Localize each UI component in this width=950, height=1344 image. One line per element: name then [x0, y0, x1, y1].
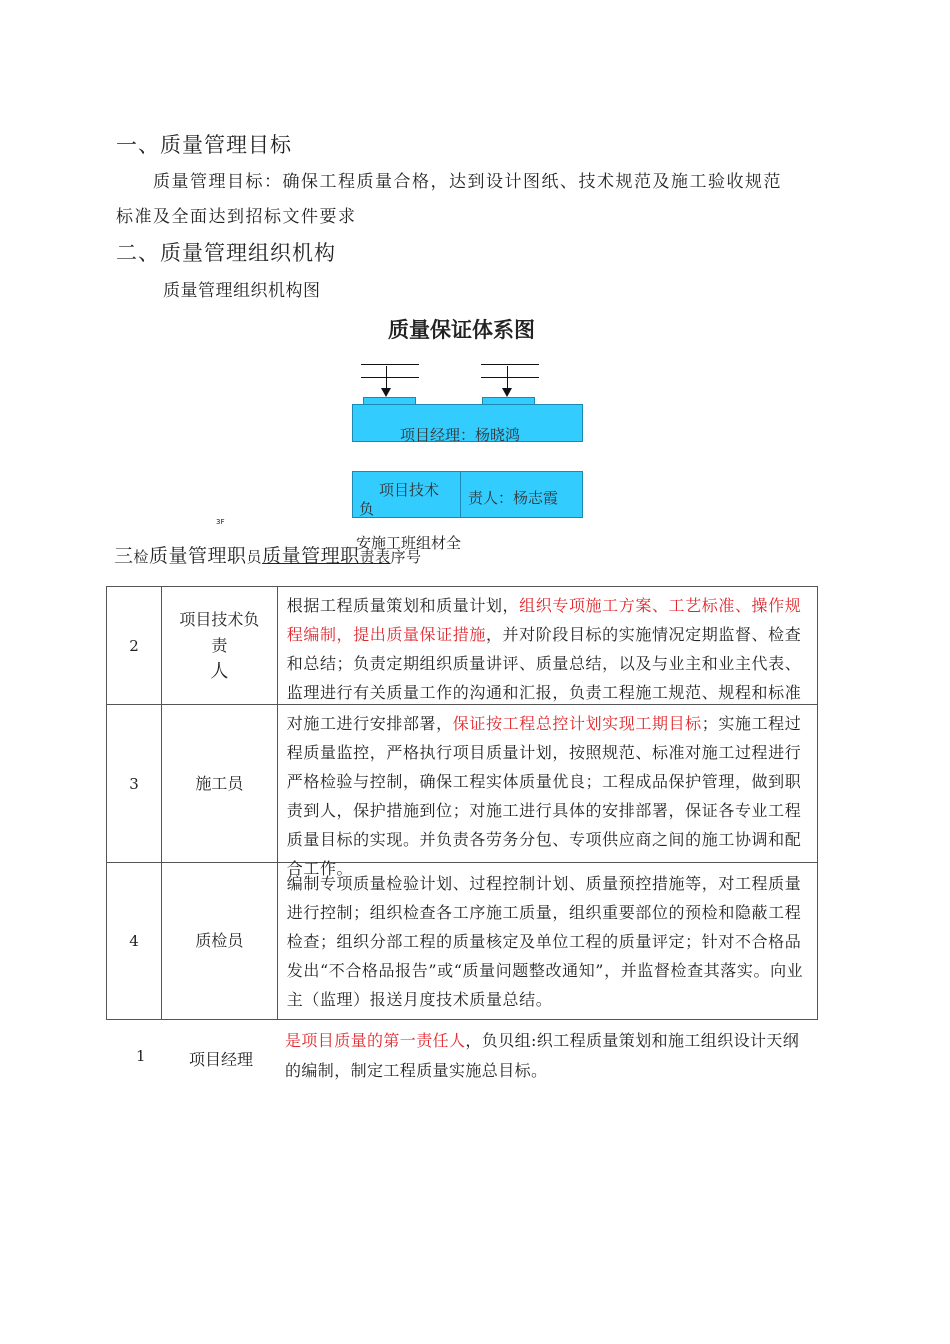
stray-diagram-text: 安施工班组材全: [356, 534, 462, 552]
heading-part: 检: [133, 548, 150, 566]
technical-lead-left-line1: 项目技术: [379, 481, 440, 499]
desc-highlight: 组织专项施工方案、工艺标准、操作规程编制，提出质量保证措施: [286, 596, 802, 644]
row-description: [277, 587, 817, 705]
table-row: [107, 705, 818, 863]
role-line: 责: [211, 635, 228, 655]
section1-heading: 一、质量管理目标: [116, 133, 292, 157]
desc-text: 对施工进行安排部署，: [286, 714, 453, 733]
technical-lead-right: 责人：杨志霞: [468, 489, 559, 507]
technical-lead-box: [352, 471, 583, 518]
row-description: [277, 705, 817, 878]
project-manager-box: [352, 404, 583, 442]
section2-subheading: 质量管理组织机构图: [163, 281, 321, 301]
arrow-down-icon: [507, 366, 508, 390]
connector-line: [361, 377, 419, 378]
desc-text: ，并对阶段目标的实施情况定期监督、检查和总结；负责定期组织质量讲评、质量总结，以及与业主和业主代表、监理进行有关质量工作的沟通和汇报，负责工程施工规范、规程和标准: [286, 625, 802, 702]
desc-highlight: 是项目质量的第一责任人: [285, 1031, 466, 1050]
section3-heading: [114, 541, 422, 568]
row-role: 质检员: [161, 863, 277, 1020]
small-mark: 3F: [216, 518, 225, 526]
diagram-title: 质量保证体系图: [388, 318, 535, 342]
table-row: [107, 587, 818, 705]
section1-paragraph-line2: 标准及全面达到招标文件要求: [116, 207, 357, 227]
extra-row-desc-line1: [285, 1028, 799, 1051]
role-line: 人: [210, 660, 229, 682]
row-role: 施工员: [161, 705, 277, 863]
connector-line: [481, 377, 539, 378]
heading-part: 质量管理职: [262, 545, 360, 567]
desc-highlight: 保证按工程总控计划实现工期目标: [452, 714, 702, 733]
desc-text: ，负贝组:织工程质量策划和施工组织设计天纲: [465, 1031, 800, 1050]
row-number: 4: [107, 863, 162, 1020]
section1-paragraph-line1: 质量管理目标：确保工程质量合格，达到设计图纸、技术规范及施工验收规范: [153, 172, 782, 192]
heading-part: 三: [114, 545, 134, 567]
connector-line: [361, 364, 419, 365]
extra-row-role: 项目经理: [189, 1050, 254, 1069]
desc-text: 根据工程质量策划和质量计划，: [286, 596, 520, 615]
heading-part: 序号: [390, 548, 422, 566]
extra-row-desc-line2: 的编制，制定工程质量实施总目标。: [285, 1061, 548, 1080]
arrow-head-icon: [502, 388, 512, 397]
row-number: 2: [107, 587, 162, 705]
desc-text: ；实施工程过程质量监控，严格执行项目质量计划，按照规范、标准对施工过程进行严格检验与控制，确保工程实体质量优良；工程成品保护管理，做到职责到人，保护措施到位；对施工进行具体的安排部署，保证各专业工程质量目标的实现。并负责各劳务分包、专项供应商之间的施工协调和配合工作。: [286, 714, 802, 878]
connector-line: [481, 364, 539, 365]
heading-part: 员: [246, 548, 263, 566]
project-manager-label: 项目经理：杨晓鸿: [400, 426, 521, 444]
extra-row-number: 1: [136, 1047, 146, 1065]
heading-part: 质量管理职: [149, 545, 247, 567]
row-role: [161, 587, 277, 705]
row-number: 3: [107, 705, 162, 863]
section2-heading: 二、质量管理组织机构: [116, 241, 336, 265]
role-line: 项目技术负: [179, 609, 260, 629]
row-description: [277, 863, 817, 1020]
responsibility-table: [106, 586, 818, 1020]
table-row: [107, 863, 818, 1020]
desc-text: 编制专项质量检验计划、过程控制计划、质量预控措施等，对工程质量进行控制；组织检查各工序施工质量，组织重要部位的预检和隐蔽工程检查；组织分部工程的质量核定及单位工程的质量评定；针对不合格品发出“不合格品报告”或“质量问题整改通知”，并监督检查其落实。向业主（监理）报送月度技术质量总结。: [286, 873, 804, 1009]
arrow-head-icon: [381, 388, 391, 397]
technical-lead-left-line2: 负: [359, 500, 375, 518]
box-divider: [460, 472, 461, 517]
arrow-down-icon: [386, 366, 387, 390]
heading-part: 责表: [359, 548, 391, 566]
